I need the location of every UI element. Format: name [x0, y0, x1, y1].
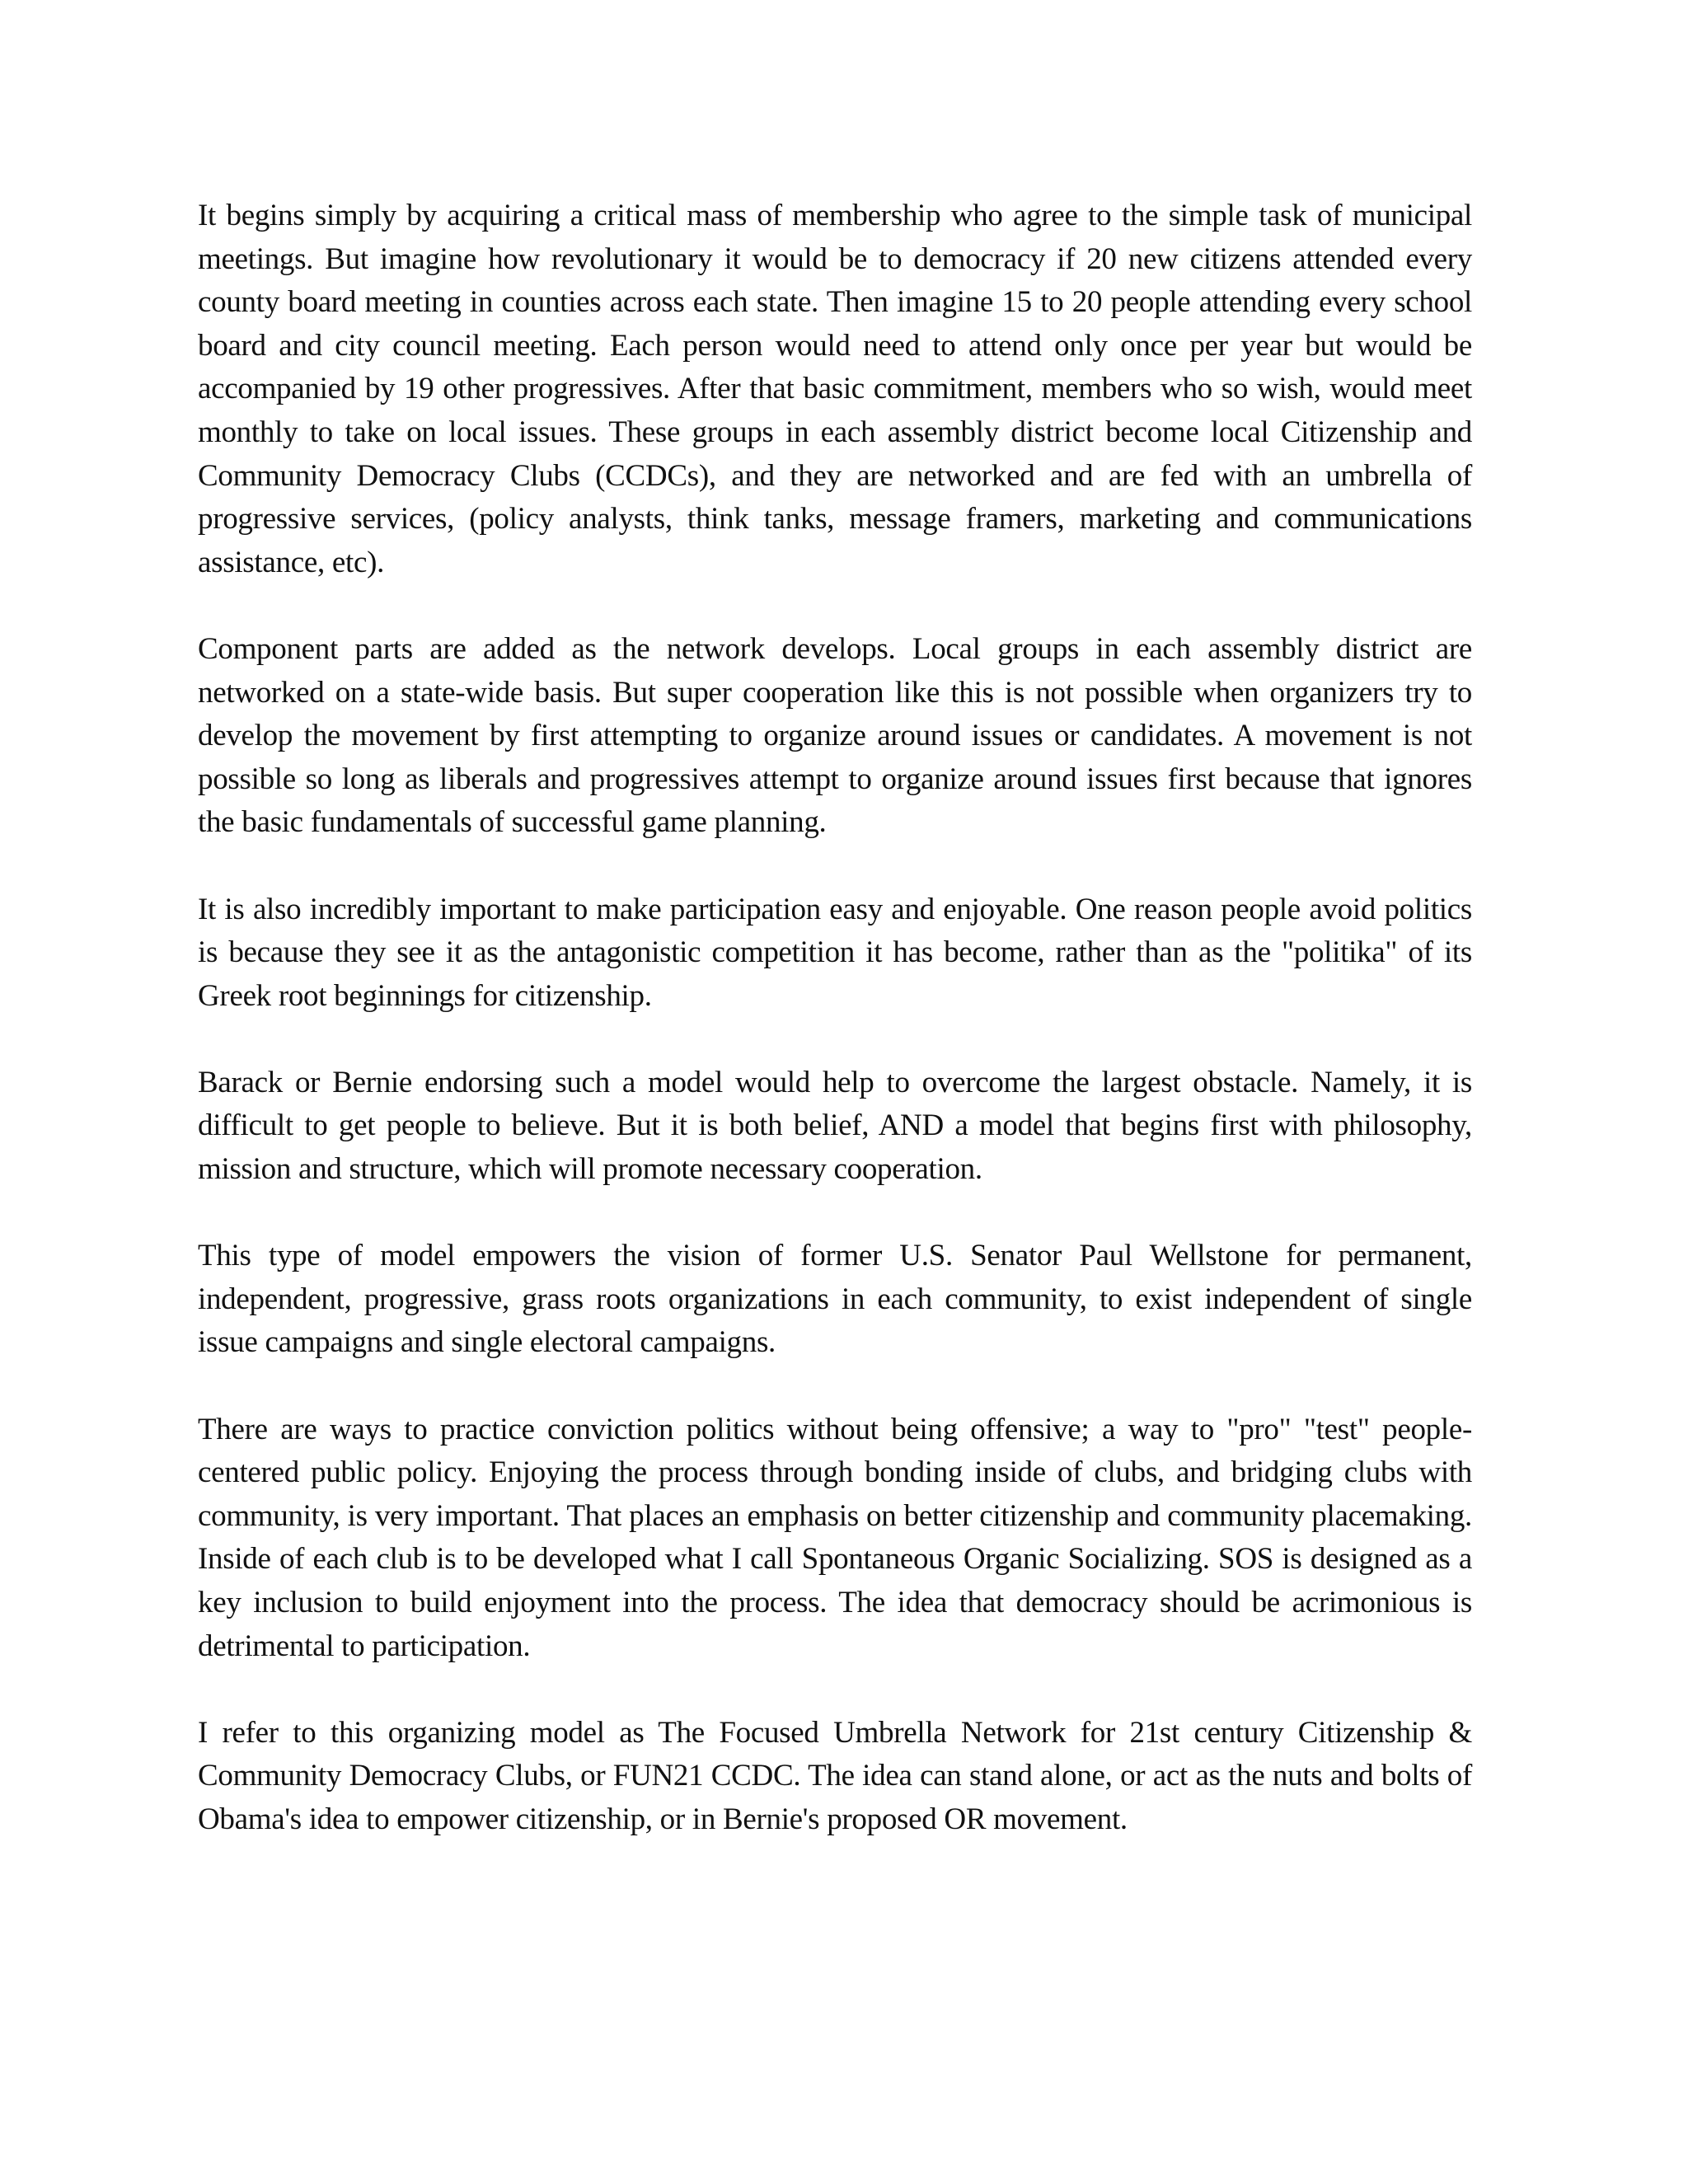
- paragraph-1: It begins simply by acquiring a critical mass of membership who agree to the simple task of municipal meetings. But imagine how revolutionary it would be to democracy if 20 new citizens attended every county board meeting in counties across each state. Then imagine 15 to 20 people attending every school board and city council meeting. Each person would need to attend only once per year but would be accompanied by 19 other progressives. After that basic commitment, members who so wish, would meet monthly to take on local issues. These groups in each assembly district become local Citizenship and Community Democracy Clubs (CCDCs), and they are networked and are fed with an umbrella of progressive services, (policy analysts, think tanks, message framers, marketing and communications assistance, etc).: [198, 199, 1472, 579]
- document-page: [198, 194, 1472, 1842]
- paragraph-5: This type of model empowers the vision of former U.S. Senator Paul Wellstone for permanent, independent, progressive, grass roots organizations in each community, to exist independent of single issue campaigns and single electoral campaigns.: [198, 1239, 1472, 1360]
- paragraph-4: Barack or Bernie endorsing such a model would help to overcome the largest obstacle. Namely, it is difficult to get people to believe. But it is both belief, AND a model that begins first with philosophy, mission and structure, which will promote necessary cooperation.: [198, 1065, 1472, 1187]
- paragraph-6: There are ways to practice conviction politics without being offensive; a way to "pro" "test" people-centered public policy. Enjoying the process through bonding inside of clubs, and bridging clubs with community, is very important. That places an emphasis on better citizenship and community placemaking. Inside of each club is to be developed what I call Spontaneous Organic Socializing. SOS is designed as a key inclusion to build enjoyment into the process. The idea that democracy should be acrimonious is detrimental to participation.: [198, 1412, 1472, 1663]
- paragraph-2: Component parts are added as the network develops. Local groups in each assembly district are networked on a state-wide basis. But super cooperation like this is not possible when organizers try to develop the movement by first attempting to organize around issues or candidates. A movement is not possible so long as liberals and progressives attempt to organize around issues first because that ignores the basic fundamentals of successful game planning.: [198, 631, 1472, 840]
- paragraph-3: It is also incredibly important to make participation easy and enjoyable. One reason people avoid politics is because they see it as the antagonistic competition it has become, rather than as the "politika" of its Greek root beginnings for citizenship.: [198, 892, 1472, 1013]
- paragraph-7: I refer to this organizing model as The Focused Umbrella Network for 21st century Citizenship & Community Democracy Clubs, or FUN21 CCDC. The idea can stand alone, or act as the nuts and bolts of Obama's idea to empower citizenship, or in Bernie's proposed OR movement.: [198, 1715, 1472, 1836]
